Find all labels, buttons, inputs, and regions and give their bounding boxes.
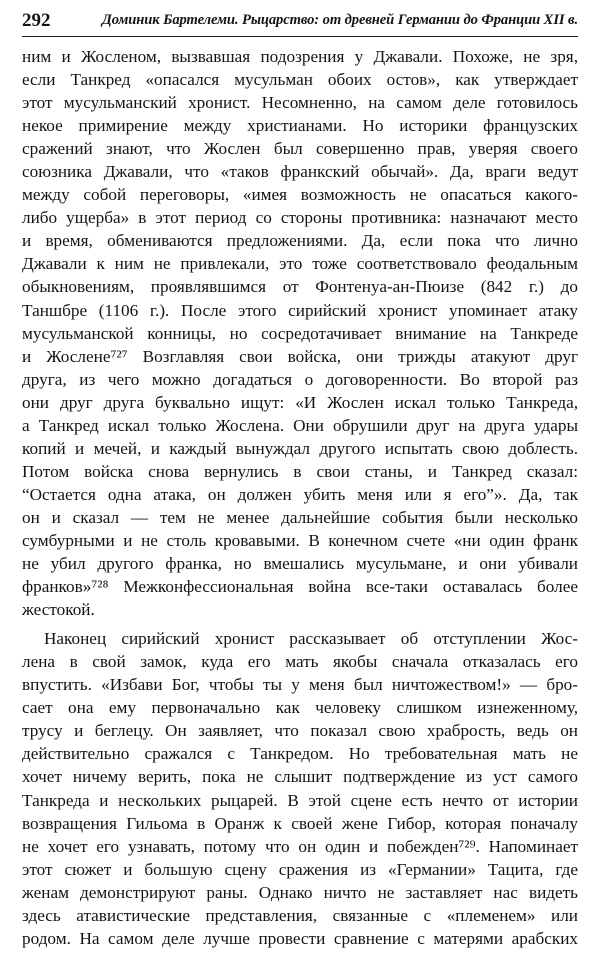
text-line: между собой переговоры, «имея возможность не опасаться какого- (22, 185, 578, 205)
text-line: некое примирение между христианами. Но историки французских (22, 116, 578, 136)
text-line: а Танкред искал только Жослена. Они обрушили друг на друга удары (22, 415, 578, 435)
text-line: ним и Жосленом, вызвавшая подозрения у Джавали. Похоже, не зря, (22, 47, 578, 66)
text-line: Потом войска снова вернулись в свои станы, и Танкред сказал: (22, 461, 578, 481)
text-line: сумбурными и не столь кровавыми. В конечном счете «ни один франк (22, 530, 578, 550)
text-line: мусульманской конницы, но сосредотачивает внимание на Танкреде (22, 323, 578, 343)
text-line: не убил другого франка, но вмешались мусульмане, и они убивали (22, 554, 578, 574)
text-line: жестокой. (22, 600, 95, 620)
text-line: копий и мечей, и каждый вынуждал другого испытать свою доблесть. (22, 438, 578, 458)
text-line: Таншбре (1106 г.). После этого сирийский хронист упоминает атаку (22, 300, 578, 320)
text-line: и Жослене⁷²⁷ Возглавляя свои войска, они трижды атакуют друг (22, 346, 578, 366)
text-line: возвращения Гильома в Оранж к своей жене Гибор, которая поначалу (22, 813, 578, 833)
text-line: франков»⁷²⁸ Межконфессиональная война все-таки оставалась более (22, 577, 578, 597)
text-line: лена в свой замок, куда его мать якобы сначала отказалась его (22, 652, 578, 672)
text-line: не хочет его узнавать, потому что он один и побежден⁷²⁹. Напоминает (22, 836, 578, 856)
text-line: и время, обмениваются предложениями. Да, если пока что лично (22, 231, 578, 251)
paragraph-2 (22, 627, 578, 950)
text-line: сражений знают, что Жослен был совершенно прав, уверяя своего (22, 139, 578, 159)
text-line: либо ущерба» в этот период со стороны противника: назначают место (22, 208, 578, 228)
text-line: сает она ему первоначально как человеку слишком изнеженному, (22, 698, 578, 718)
text-line: трусу и беглецу. Он заявляет, что показал свою храбрость, ведь он (22, 721, 578, 741)
text-line: впустить. «Избави Бог, чтобы ты у меня был ничтожеством!» — бро- (22, 675, 578, 695)
page-header (22, 8, 578, 34)
text-line: “Остается одна атака, он должен убить меня или я его”». Да, так (22, 484, 578, 504)
text-line: этот мусульманский хронист. Несомненно, на самом деле готовилось (22, 93, 578, 113)
text-line: обыкновениям, проявлявшимся от Фонтенуа-ан-Пюизе (842 г.) до (22, 277, 578, 297)
text-line: действительно сражался с Танкредом. Но требовательная мать не (22, 744, 578, 764)
text-line: Джавали к ним не привлекали, это тоже соответствовало феодальным (22, 254, 578, 274)
text-line: друга, из чего можно догадаться о договоренности. Во второй раз (22, 369, 578, 389)
body-text (22, 45, 578, 950)
text-line: здесь атавистические представления, связанные с «племенем» или (22, 905, 578, 925)
text-line: женам демонстрируют раны. Однако ничто не заставляет нас видеть (22, 882, 578, 902)
text-line: если Танкред «опасался мусульман обоих остов», как утверждает (22, 70, 578, 90)
text-line: они друг друга буквально ищут: «И Жослен искал только Танкреда, (22, 392, 578, 412)
header-rule (22, 36, 578, 37)
text-line: он и сказал — тем не менее дальнейшие события были несколько (22, 507, 578, 527)
text-line: этот сюжет и большую сцену сражения из «Германии» Тацита, где (22, 859, 578, 879)
text-line: Наконец сирийский хронист рассказывает об отступлении Жос- (44, 629, 578, 649)
paragraph-1 (22, 45, 578, 621)
text-line: родом. На самом деле лучше провести сравнение с матерями арабских (22, 928, 578, 948)
text-line: хочет ничему верить, пока не слышит подтверждение из уст самого (22, 767, 578, 787)
page-number: 292 (22, 10, 51, 31)
text-line: Танкреда и нескольких рыцарей. В этой сцене есть нечто от истории (22, 790, 578, 810)
text-line: союзника Джавали, что «таков франкский обычай». Да, враги ведут (22, 162, 578, 182)
running-title: Доминик Бартелеми. Рыцарство: от древней Германии до Франции XII в. (101, 12, 578, 28)
